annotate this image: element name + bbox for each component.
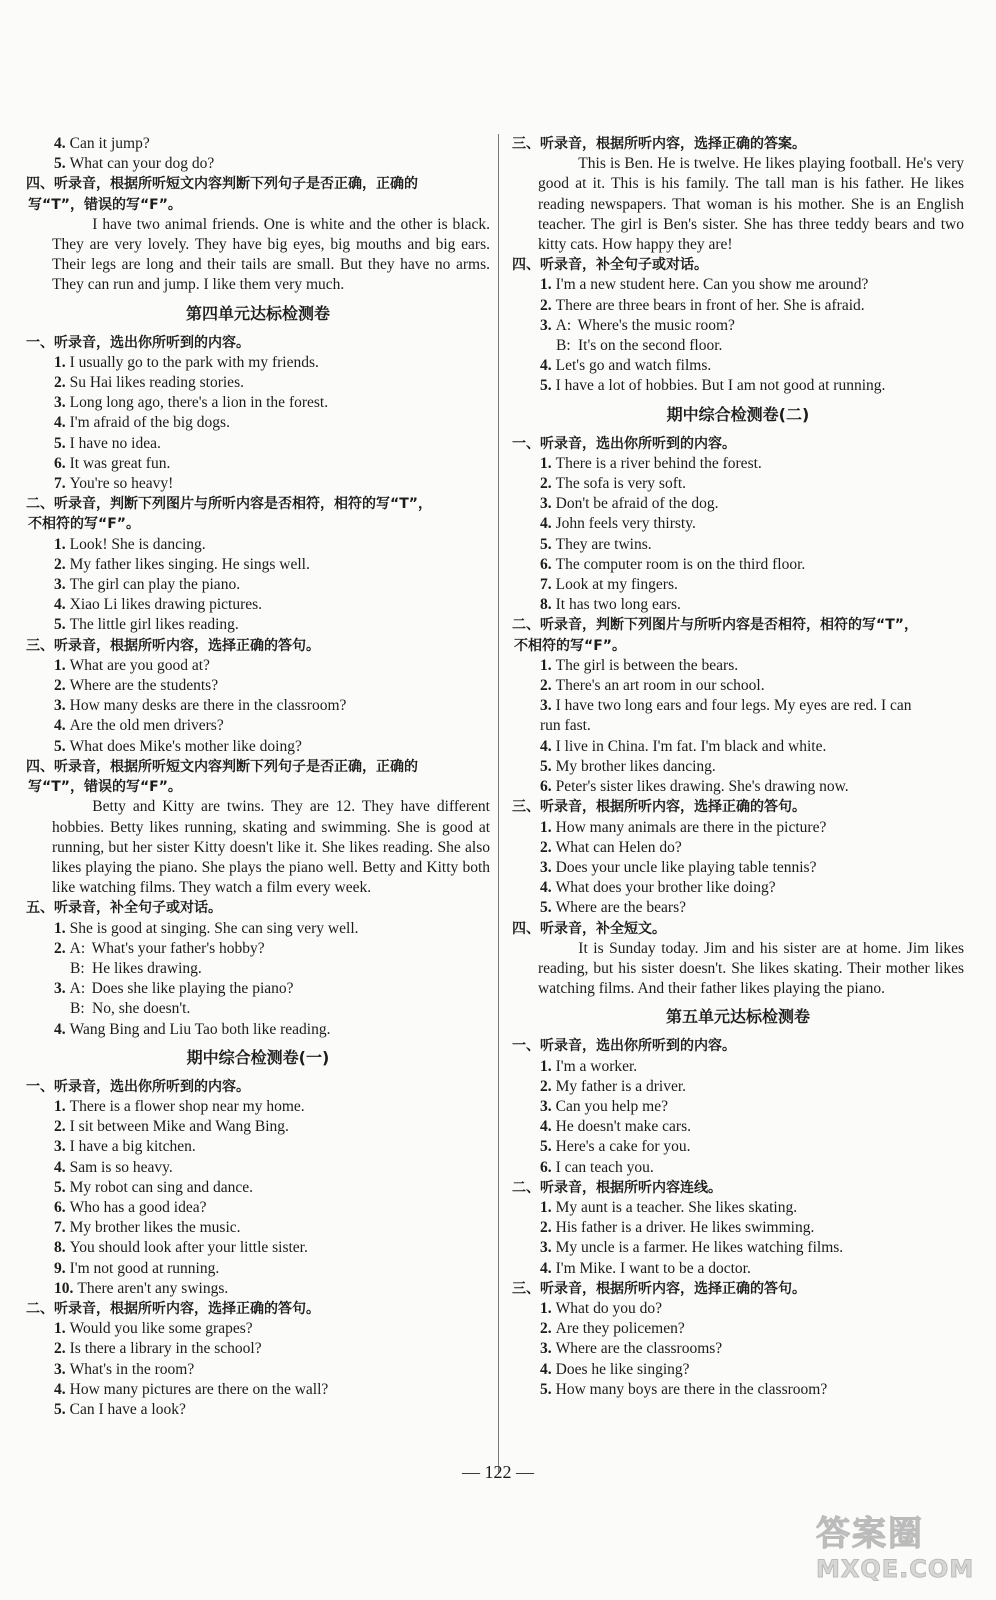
question-item xyxy=(512,1158,964,1178)
item-number: 1. xyxy=(54,1320,66,1338)
question-item xyxy=(26,595,490,615)
instruction xyxy=(512,919,964,939)
item-text: What does your brother like doing? xyxy=(555,879,776,897)
item-text: The girl is between the bears. xyxy=(555,656,739,674)
item-text: Wang Bing and Liu Tao both like reading. xyxy=(69,1020,331,1038)
item-text: What does Mike's mother like doing? xyxy=(69,737,302,755)
question-item xyxy=(26,1178,490,1198)
question-item xyxy=(26,1279,490,1299)
item-text-cont: run fast. xyxy=(540,717,591,735)
instruction-text: 一、听录音，选出你所听到的内容。 xyxy=(512,1038,736,1055)
item-text: Are they policemen? xyxy=(555,1320,685,1338)
question-item xyxy=(512,1299,964,1319)
item-text: It was great fun. xyxy=(69,454,171,472)
item-text: Would you like some grapes? xyxy=(69,1320,253,1338)
question-item xyxy=(512,336,964,356)
question-item xyxy=(26,134,490,154)
item-number: 4. xyxy=(540,357,552,375)
item-text: What can your dog do? xyxy=(69,155,215,173)
item-text: There is a flower shop near my home. xyxy=(69,1097,305,1115)
passage: I have two animal friends. One is white and the other is black. They are very lovely. They have big eyes, big mouths and big ears. Their legs are long and their tails are small. But they have no arms. They can run and jump. I like them very much. xyxy=(52,215,490,294)
item-text: Who has a good idea? xyxy=(69,1198,207,1216)
item-number: 4. xyxy=(540,879,552,897)
item-number: 5. xyxy=(54,1400,66,1418)
item-text: John feels very thirsty. xyxy=(555,515,696,533)
item-text: I sit between Mike and Wang Bing. xyxy=(69,1118,289,1136)
item-number: 2. xyxy=(54,1118,66,1136)
item-text: My aunt is a teacher. She likes skating. xyxy=(555,1198,798,1216)
item-number: 7. xyxy=(54,1219,66,1237)
passage: It is Sunday today. Jim and his sister are at home. Jim likes reading, but his sister doesn't. She likes skating. Their mother likes watching films. And their father likes playing the piano. xyxy=(538,939,964,998)
question-item xyxy=(512,1117,964,1137)
item-number: 4. xyxy=(54,135,66,152)
instruction xyxy=(512,1279,964,1299)
question-item xyxy=(26,676,490,696)
instruction xyxy=(512,1178,964,1198)
instruction-text: 二、听录音，根据所听内容连线。 xyxy=(512,1179,722,1196)
question-item xyxy=(512,275,964,295)
question-item xyxy=(512,1380,964,1400)
instruction-text-cont: 不相符的写“F”。 xyxy=(514,637,626,654)
question-item xyxy=(26,1238,490,1258)
question-item xyxy=(512,356,964,376)
item-text: Xiao Li likes drawing pictures. xyxy=(69,596,263,614)
item-number: 2. xyxy=(54,939,66,957)
instruction-text-cont: 写“T”，错误的写“F”。 xyxy=(28,779,182,796)
item-number: 2. xyxy=(540,838,552,856)
item-number: 5. xyxy=(54,1178,66,1196)
item-number: 1. xyxy=(54,535,66,553)
left-column xyxy=(26,134,490,1420)
question-item xyxy=(512,878,964,898)
instruction xyxy=(512,1036,964,1056)
item-number: 2. xyxy=(54,1340,66,1358)
question-item xyxy=(512,1218,964,1238)
item-text: Does he like singing? xyxy=(555,1360,690,1378)
item-text: There's an art room in our school. xyxy=(555,677,765,695)
column-divider xyxy=(498,134,499,1474)
instruction xyxy=(512,255,964,275)
item-number: 3. xyxy=(540,1239,552,1257)
item-number: 1. xyxy=(540,818,552,836)
question-item xyxy=(26,1198,490,1218)
question-item xyxy=(512,555,964,575)
item-number: 1. xyxy=(540,656,552,674)
item-number: 6. xyxy=(540,778,552,796)
item-text: There is a river behind the forest. xyxy=(555,454,762,472)
item-text: My robot can sing and dance. xyxy=(69,1178,253,1196)
item-text: Where's the music room? xyxy=(577,316,735,334)
item-text: Can I have a look? xyxy=(69,1400,186,1418)
question-item xyxy=(26,1020,490,1040)
item-number: 2. xyxy=(54,374,66,392)
item-text: They are twins. xyxy=(555,535,652,553)
instruction xyxy=(26,1299,490,1319)
item-number: 6. xyxy=(540,1158,552,1176)
item-text: Where are the classrooms? xyxy=(555,1340,723,1358)
question-item xyxy=(512,474,964,494)
question-item xyxy=(26,393,490,413)
item-number: 6. xyxy=(54,454,66,472)
item-number: 4. xyxy=(540,737,552,755)
question-item xyxy=(512,696,964,736)
item-number: 6. xyxy=(54,1198,66,1216)
item-text: My brother likes dancing. xyxy=(555,757,716,775)
question-item xyxy=(26,413,490,433)
speaker-label: A: xyxy=(69,980,86,998)
item-text: Can you help me? xyxy=(555,1097,668,1115)
question-item xyxy=(26,474,490,494)
instruction-text: 五、听录音，补全句子或对话。 xyxy=(26,900,222,917)
question-item xyxy=(512,1097,964,1117)
question-item xyxy=(26,373,490,393)
question-item xyxy=(26,555,490,575)
question-item xyxy=(26,154,490,174)
item-number: 8. xyxy=(54,1239,66,1257)
item-number: 4. xyxy=(54,1380,66,1398)
question-item xyxy=(512,376,964,396)
question-item xyxy=(26,979,490,999)
item-number: 3. xyxy=(54,1360,66,1378)
item-text: The little girl likes reading. xyxy=(69,616,239,634)
item-text: What can Helen do? xyxy=(555,838,682,856)
question-item xyxy=(26,959,490,979)
item-text: Is there a library in the school? xyxy=(69,1340,262,1358)
question-item xyxy=(26,1117,490,1137)
instruction-text: 一、听录音，选出你所听到的内容。 xyxy=(512,435,736,452)
item-text: He likes drawing. xyxy=(92,959,202,977)
item-number: 1. xyxy=(540,1299,552,1317)
instruction-text: 三、听录音，根据所听内容，选择正确的答句。 xyxy=(26,637,320,654)
item-number: 3. xyxy=(540,697,552,715)
item-number: 4. xyxy=(54,1158,66,1176)
question-item xyxy=(512,494,964,514)
instruction xyxy=(26,333,490,353)
item-text: Look! She is dancing. xyxy=(69,535,206,553)
item-text: I have a big kitchen. xyxy=(69,1138,196,1156)
question-item xyxy=(512,1238,964,1258)
question-item xyxy=(512,454,964,474)
question-item xyxy=(26,1158,490,1178)
question-item xyxy=(512,1360,964,1380)
instruction-text: 二、听录音，判断下列图片与所听内容是否相符，相符的写“T”， xyxy=(26,496,432,513)
page-number: — 122 — xyxy=(462,1462,534,1482)
question-item xyxy=(26,999,490,1019)
item-text: It has two long ears. xyxy=(555,596,681,614)
instruction-text: 一、听录音，选出你所听到的内容。 xyxy=(26,334,250,351)
question-item xyxy=(26,1259,490,1279)
item-text: Let's go and watch films. xyxy=(555,357,712,375)
item-text: Long long ago, there's a lion in the forest. xyxy=(69,394,329,412)
item-text: She is good at singing. She can sing very well. xyxy=(69,919,359,937)
item-text: Where are the bears? xyxy=(555,899,686,917)
item-text: Here's a cake for you. xyxy=(555,1138,691,1156)
item-number: 2. xyxy=(540,1320,552,1338)
section-title: 第四单元达标检测卷 xyxy=(185,303,330,323)
instruction xyxy=(26,1077,490,1097)
item-text: My father is a driver. xyxy=(555,1077,687,1095)
question-item xyxy=(512,1259,964,1279)
question-item xyxy=(26,1380,490,1400)
speaker-label: B: xyxy=(70,1000,85,1018)
right-column xyxy=(512,134,964,1400)
question-item xyxy=(512,1319,964,1339)
instruction-text-cont: 写“T”，错误的写“F”。 xyxy=(28,196,182,213)
item-text: I'm a new student here. Can you show me around? xyxy=(555,276,869,294)
item-number: 1. xyxy=(540,276,552,294)
item-text: I have no idea. xyxy=(69,434,161,452)
speaker-label: B: xyxy=(556,337,571,355)
instruction xyxy=(26,898,490,918)
item-text: My father likes singing. He sings well. xyxy=(69,555,310,573)
item-number: 3. xyxy=(540,858,552,876)
item-text: You should look after your little sister. xyxy=(69,1239,308,1257)
section-title: 第五单元达标检测卷 xyxy=(665,1007,810,1027)
question-item xyxy=(26,1339,490,1359)
question-item xyxy=(26,1319,490,1339)
instruction xyxy=(512,615,964,655)
item-number: 3. xyxy=(54,576,66,594)
instruction-text: 二、听录音，根据所听内容，选择正确的答句。 xyxy=(26,1300,320,1317)
item-number: 1. xyxy=(540,1198,552,1216)
item-number: 2. xyxy=(540,1219,552,1237)
item-number: 5. xyxy=(54,616,66,634)
watermark-logo-text: 答案圈 xyxy=(816,1514,924,1554)
question-item xyxy=(26,1400,490,1420)
instruction-text: 一、听录音，选出你所听到的内容。 xyxy=(26,1078,250,1095)
instruction xyxy=(512,797,964,817)
item-text: I'm a worker. xyxy=(555,1057,638,1075)
question-item xyxy=(26,1097,490,1117)
item-text: Sam is so heavy. xyxy=(69,1158,173,1176)
item-number: 10. xyxy=(54,1279,74,1297)
item-text: What are you good at? xyxy=(69,656,210,674)
question-item xyxy=(26,1137,490,1157)
question-item xyxy=(512,777,964,797)
item-number: 8. xyxy=(540,596,552,614)
item-number: 2. xyxy=(540,1077,552,1095)
question-item xyxy=(512,757,964,777)
item-number: 2. xyxy=(54,555,66,573)
item-text: Does your uncle like playing table tennis? xyxy=(555,858,817,876)
item-number: 4. xyxy=(54,414,66,432)
question-item xyxy=(512,575,964,595)
question-item xyxy=(512,838,964,858)
item-text: I'm not good at running. xyxy=(69,1259,220,1277)
item-number: 3. xyxy=(54,394,66,412)
item-number: 5. xyxy=(54,434,66,452)
item-number: 5. xyxy=(54,737,66,755)
item-number: 6. xyxy=(540,555,552,573)
item-text: My uncle is a farmer. He likes watching films. xyxy=(555,1239,844,1257)
question-item xyxy=(512,656,964,676)
item-number: 3. xyxy=(540,316,552,334)
passage: This is Ben. He is twelve. He likes playing football. He's very good at it. This is his family. The tall man is his father. He likes reading newspapers. That woman is his mother. She is an English teacher. The girl is Ben's sister. She has three teddy bears and two kitty cats. How happy they are! xyxy=(538,155,964,254)
item-number: 7. xyxy=(540,576,552,594)
item-number: 1. xyxy=(540,454,552,472)
item-text: There are three bears in front of her. She is afraid. xyxy=(555,296,865,314)
item-number: 1. xyxy=(54,919,66,937)
item-text: How many animals are there in the picture? xyxy=(555,818,827,836)
item-text: The sofa is very soft. xyxy=(555,475,687,493)
item-text: I'm afraid of the big dogs. xyxy=(69,414,230,432)
question-item xyxy=(26,716,490,736)
item-number: 4. xyxy=(540,1259,552,1277)
item-number: 3. xyxy=(54,980,66,998)
question-item xyxy=(26,434,490,454)
item-number: 1. xyxy=(54,1097,66,1115)
question-item xyxy=(26,737,490,757)
item-text: Look at my fingers. xyxy=(555,576,678,594)
instruction-text: 四、听录音，根据所听短文内容判断下列句子是否正确，正确的 xyxy=(26,176,418,193)
item-number: 4. xyxy=(540,1118,552,1136)
item-number: 3. xyxy=(540,495,552,513)
item-text: I have a lot of hobbies. But I am not good at running. xyxy=(555,377,886,395)
instruction xyxy=(512,134,964,154)
item-text: I live in China. I'm fat. I'm black and white. xyxy=(555,737,827,755)
question-item xyxy=(512,858,964,878)
instruction xyxy=(26,757,490,797)
item-number: 9. xyxy=(54,1259,66,1277)
item-text: Where are the students? xyxy=(69,677,219,695)
item-number: 5. xyxy=(540,899,552,917)
speaker-label: B: xyxy=(70,959,85,977)
question-item xyxy=(26,1360,490,1380)
item-text: No, she doesn't. xyxy=(92,1000,191,1018)
speaker-label: A: xyxy=(555,316,572,334)
question-item xyxy=(512,595,964,615)
item-text: I usually go to the park with my friends. xyxy=(69,353,319,371)
question-item xyxy=(512,1198,964,1218)
question-item xyxy=(26,939,490,959)
item-number: 4. xyxy=(540,1360,552,1378)
instruction-text: 四、听录音，补全句子或对话。 xyxy=(512,257,708,274)
question-item xyxy=(26,353,490,373)
item-text: He doesn't make cars. xyxy=(555,1118,691,1136)
section-title: 期中综合检测卷(一) xyxy=(186,1047,330,1067)
item-number: 4. xyxy=(540,515,552,533)
item-number: 1. xyxy=(540,1057,552,1075)
question-item xyxy=(26,575,490,595)
section-title: 期中综合检测卷(二) xyxy=(666,404,810,424)
question-item xyxy=(512,316,964,336)
item-number: 5. xyxy=(540,757,552,775)
item-text: How many desks are there in the classroom? xyxy=(69,697,347,715)
item-text: His father is a driver. He likes swimming. xyxy=(555,1219,815,1237)
item-text: Su Hai likes reading stories. xyxy=(69,374,244,392)
question-item xyxy=(512,1057,964,1077)
item-text: Peter's sister likes drawing. She's drawing now. xyxy=(555,778,849,796)
item-text: How many boys are there in the classroom? xyxy=(555,1380,828,1398)
item-number: 4. xyxy=(54,1020,66,1038)
passage: Betty and Kitty are twins. They are 12. They have different hobbies. Betty likes running, skating and swimming. She is good at running, but her sister Kitty doesn't like it. She likes reading. She also likes playing the piano. She plays the piano well. Betty and Kitty both like watching films. They watch a film every week. xyxy=(52,798,490,897)
item-number: 1. xyxy=(54,353,66,371)
item-text: I can teach you. xyxy=(555,1158,654,1176)
instruction-text: 三、听录音，根据所听内容，选择正确的答案。 xyxy=(512,136,806,152)
instruction xyxy=(26,174,490,214)
instruction-text-cont: 不相符的写“F”。 xyxy=(28,516,140,533)
item-text: Are the old men drivers? xyxy=(69,717,224,735)
question-item xyxy=(26,696,490,716)
question-item xyxy=(512,1339,964,1359)
item-text: There aren't any swings. xyxy=(77,1279,229,1297)
speaker-label: A: xyxy=(69,939,86,957)
question-item xyxy=(26,656,490,676)
item-number: 5. xyxy=(540,1380,552,1398)
item-number: 7. xyxy=(54,475,66,493)
item-text: Don't be afraid of the dog. xyxy=(555,495,719,513)
item-number: 1. xyxy=(54,656,66,674)
item-number: 3. xyxy=(540,1097,552,1115)
item-text: What do you do? xyxy=(555,1299,662,1317)
item-number: 3. xyxy=(54,697,66,715)
item-text: I'm Mike. I want to be a doctor. xyxy=(555,1259,751,1277)
item-text: Can it jump? xyxy=(69,135,150,152)
item-number: 3. xyxy=(540,1340,552,1358)
item-text: What's your father's hobby? xyxy=(91,939,265,957)
item-text: I have two long ears and four legs. My eyes are red. I can xyxy=(555,697,912,715)
item-text: You're so heavy! xyxy=(69,475,174,493)
item-number: 2. xyxy=(540,677,552,695)
item-number: 2. xyxy=(540,296,552,314)
instruction-text: 四、听录音，根据所听短文内容判断下列句子是否正确，正确的 xyxy=(26,758,418,775)
instruction-text: 四、听录音，补全短文。 xyxy=(512,920,666,937)
item-number: 5. xyxy=(540,1138,552,1156)
item-text: How many pictures are there on the wall? xyxy=(69,1380,329,1398)
item-number: 5. xyxy=(540,535,552,553)
item-number: 3. xyxy=(54,1138,66,1156)
watermark-url: MXQE.COM xyxy=(816,1555,975,1583)
item-text: It's on the second floor. xyxy=(578,337,723,355)
item-text: The girl can play the piano. xyxy=(69,576,241,594)
item-text: Does she like playing the piano? xyxy=(91,980,294,998)
item-text: What's in the room? xyxy=(69,1360,195,1378)
watermark-logo xyxy=(816,1506,974,1594)
question-item xyxy=(26,919,490,939)
instruction-text: 三、听录音，根据所听内容，选择正确的答句。 xyxy=(512,1280,806,1297)
item-number: 5. xyxy=(54,155,66,173)
item-number: 4. xyxy=(54,717,66,735)
question-item xyxy=(512,514,964,534)
question-item xyxy=(512,296,964,316)
question-item xyxy=(512,818,964,838)
item-number: 2. xyxy=(540,475,552,493)
question-item xyxy=(512,535,964,555)
instruction xyxy=(512,434,964,454)
question-item xyxy=(512,737,964,757)
question-item xyxy=(26,535,490,555)
question-item xyxy=(26,454,490,474)
question-item xyxy=(512,898,964,918)
instruction xyxy=(26,636,490,656)
instruction-text: 三、听录音，根据所听内容，选择正确的答句。 xyxy=(512,799,806,816)
item-text: The computer room is on the third floor. xyxy=(555,555,806,573)
item-number: 4. xyxy=(54,596,66,614)
question-item xyxy=(26,615,490,635)
item-number: 5. xyxy=(540,377,552,395)
instruction xyxy=(26,494,490,534)
question-item xyxy=(26,1218,490,1238)
question-item xyxy=(512,1077,964,1097)
instruction-text: 二、听录音，判断下列图片与所听内容是否相符，相符的写“T”， xyxy=(512,617,918,634)
question-item xyxy=(512,676,964,696)
question-item xyxy=(512,1137,964,1157)
item-number: 2. xyxy=(54,677,66,695)
item-text: My brother likes the music. xyxy=(69,1219,241,1237)
